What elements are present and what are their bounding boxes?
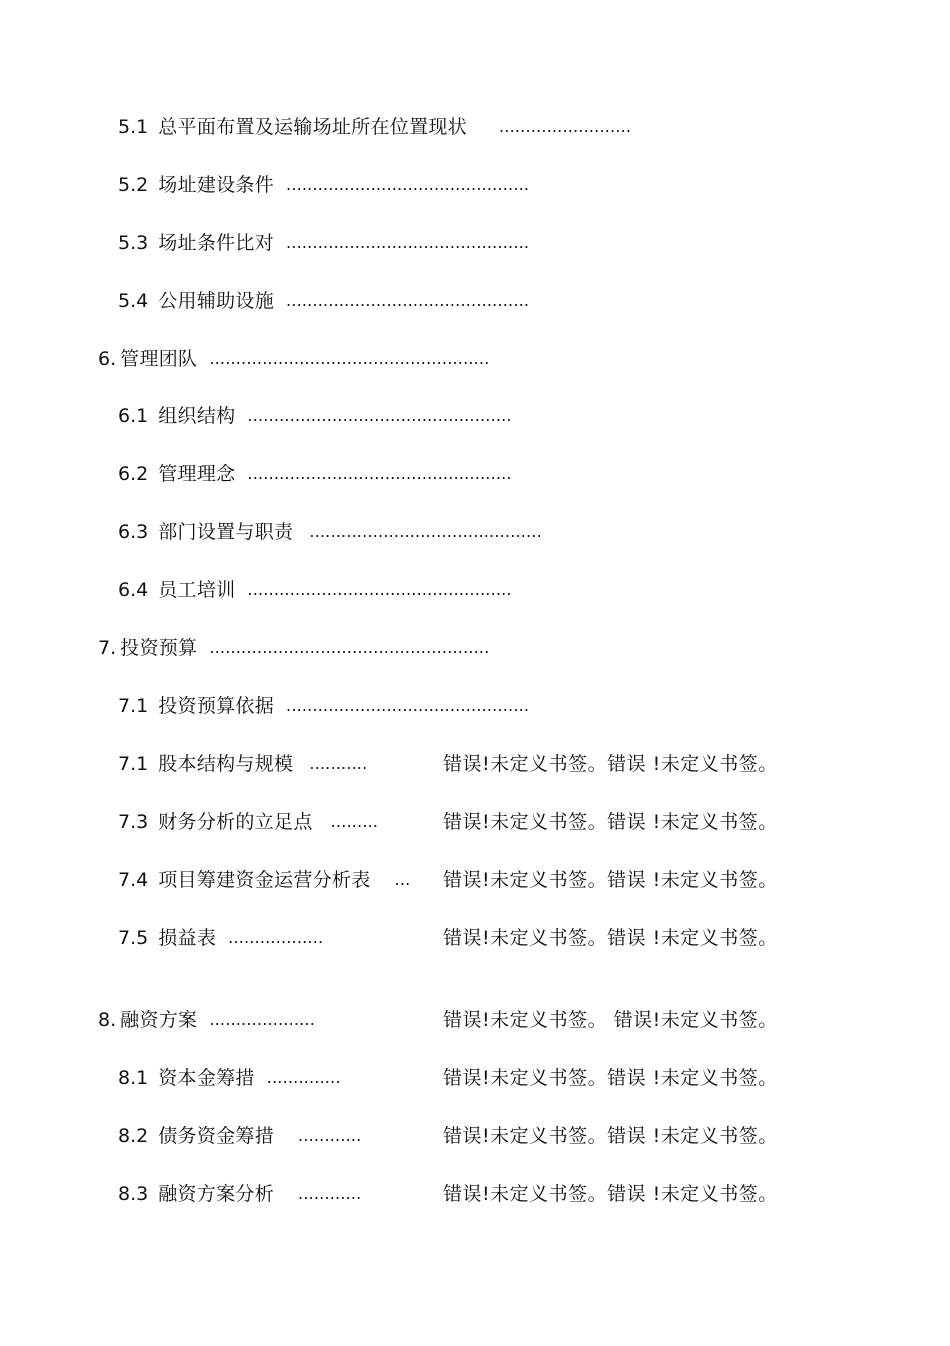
toc-entry-7-1-equity[interactable] xyxy=(118,751,367,777)
toc-entry-title: 投资预算依据 xyxy=(158,695,275,717)
toc-entry-8[interactable] xyxy=(98,1007,315,1033)
toc-entry-title: 投资预算 xyxy=(120,637,198,659)
toc-page-ref-error: 错误!未定义书签。错误 !未定义书签。 xyxy=(443,1125,778,1147)
toc-entry-number: 7.1 xyxy=(118,695,149,717)
toc-leader-dots: ............ xyxy=(298,1184,362,1203)
toc-leader-dots: .............................................. xyxy=(286,233,530,252)
toc-leader-dots: ........... xyxy=(309,754,368,773)
toc-entry-number: 8.3 xyxy=(118,1183,149,1205)
toc-entry-title: 场址建设条件 xyxy=(158,174,275,196)
toc-entry-7-5[interactable] xyxy=(118,925,323,951)
toc-entry-7-3[interactable] xyxy=(118,809,378,835)
toc-leader-dots: ..................................................... xyxy=(209,349,490,368)
toc-entry-title: 股本结构与规模 xyxy=(158,753,294,775)
toc-entry-title: 融资方案 xyxy=(120,1009,198,1031)
toc-entry-number: 8.1 xyxy=(118,1067,149,1089)
toc-page-ref-error: 错误!未定义书签。 错误!未定义书签。 xyxy=(443,1009,778,1031)
toc-entry-title: 总平面布置及运输场址所在位置现状 xyxy=(158,116,468,138)
toc-entry-number: 6.2 xyxy=(118,463,149,485)
toc-entry-number: 8.2 xyxy=(118,1125,149,1147)
toc-entry-title: 场址条件比对 xyxy=(158,232,275,254)
toc-leader-dots: .............................................. xyxy=(286,291,530,310)
toc-entry-5-1[interactable] xyxy=(118,114,631,140)
toc-entry-title: 组织结构 xyxy=(158,405,236,427)
toc-entry-number: 7. xyxy=(98,637,117,659)
toc-entry-7-4[interactable] xyxy=(118,867,410,893)
toc-entry-number: 6.4 xyxy=(118,579,149,601)
toc-entry-6-2[interactable] xyxy=(118,461,512,487)
toc-entry-8-2[interactable] xyxy=(118,1123,361,1149)
toc-page-ref-error: 错误!未定义书签。错误 !未定义书签。 xyxy=(443,811,778,833)
toc-entry-title: 财务分析的立足点 xyxy=(158,811,313,833)
toc-entry-5-3[interactable] xyxy=(118,230,529,256)
toc-leader-dots: .............. xyxy=(266,1068,341,1087)
toc-page-ref-error: 错误!未定义书签。错误 !未定义书签。 xyxy=(443,869,778,891)
toc-entry-number: 5.3 xyxy=(118,232,149,254)
toc-entry-5-4[interactable] xyxy=(118,288,529,314)
toc-entry-8-3[interactable] xyxy=(118,1181,361,1207)
toc-entry-number: 8. xyxy=(98,1009,117,1031)
toc-leader-dots: .................. xyxy=(228,928,324,947)
toc-leader-dots: ......................... xyxy=(499,117,632,136)
toc-entry-8-1[interactable] xyxy=(118,1065,341,1091)
toc-entry-title: 债务资金筹措 xyxy=(158,1125,275,1147)
toc-leader-dots: .................................................. xyxy=(247,464,512,483)
toc-page-ref-error: 错误!未定义书签。错误 !未定义书签。 xyxy=(443,927,778,949)
toc-entry-number: 7.5 xyxy=(118,927,149,949)
toc-leader-dots: .................................................. xyxy=(247,580,512,599)
toc-entry-5-2[interactable] xyxy=(118,172,529,198)
toc-entry-number: 5.2 xyxy=(118,174,149,196)
toc-entry-7[interactable] xyxy=(98,635,490,661)
toc-leader-dots: .................................................. xyxy=(247,406,512,425)
toc-entry-6-3[interactable] xyxy=(118,519,542,545)
toc-leader-dots: .............................................. xyxy=(286,175,530,194)
toc-entry-7-1[interactable] xyxy=(118,693,529,719)
toc-entry-number: 7.1 xyxy=(118,753,149,775)
toc-entry-number: 6. xyxy=(98,348,117,370)
toc-leader-dots: .............................................. xyxy=(286,696,530,715)
toc-leader-dots: ... xyxy=(394,870,411,889)
toc-entry-title: 损益表 xyxy=(158,927,217,949)
toc-leader-dots: ............ xyxy=(298,1126,362,1145)
toc-leader-dots: ......... xyxy=(330,812,379,831)
toc-entry-number: 7.3 xyxy=(118,811,149,833)
toc-leader-dots: .................... xyxy=(209,1010,316,1029)
toc-entry-number: 5.4 xyxy=(118,290,149,312)
toc-entry-title: 融资方案分析 xyxy=(158,1183,275,1205)
toc-page-ref-error: 错误!未定义书签。错误 !未定义书签。 xyxy=(443,753,778,775)
toc-entry-title: 部门设置与职责 xyxy=(158,521,294,543)
toc-page-ref-error: 错误!未定义书签。错误 !未定义书签。 xyxy=(443,1183,778,1205)
toc-entry-title: 项目筹建资金运营分析表 xyxy=(158,869,371,891)
toc-entry-title: 员工培训 xyxy=(158,579,236,601)
toc-entry-number: 7.4 xyxy=(118,869,149,891)
toc-entry-title: 管理理念 xyxy=(158,463,236,485)
toc-entry-number: 6.3 xyxy=(118,521,149,543)
toc-entry-title: 资本金筹措 xyxy=(158,1067,255,1089)
toc-leader-dots: ............................................ xyxy=(309,522,542,541)
toc-entry-number: 6.1 xyxy=(118,405,149,427)
toc-entry-6-1[interactable] xyxy=(118,403,512,429)
toc-entry-6[interactable] xyxy=(98,346,490,372)
toc-leader-dots: ..................................................... xyxy=(209,638,490,657)
toc-entry-title: 管理团队 xyxy=(120,348,198,370)
toc-entry-6-4[interactable] xyxy=(118,577,512,603)
toc-entry-title: 公用辅助设施 xyxy=(158,290,275,312)
toc-entry-number: 5.1 xyxy=(118,116,149,138)
toc-page-ref-error: 错误!未定义书签。错误 !未定义书签。 xyxy=(443,1067,778,1089)
